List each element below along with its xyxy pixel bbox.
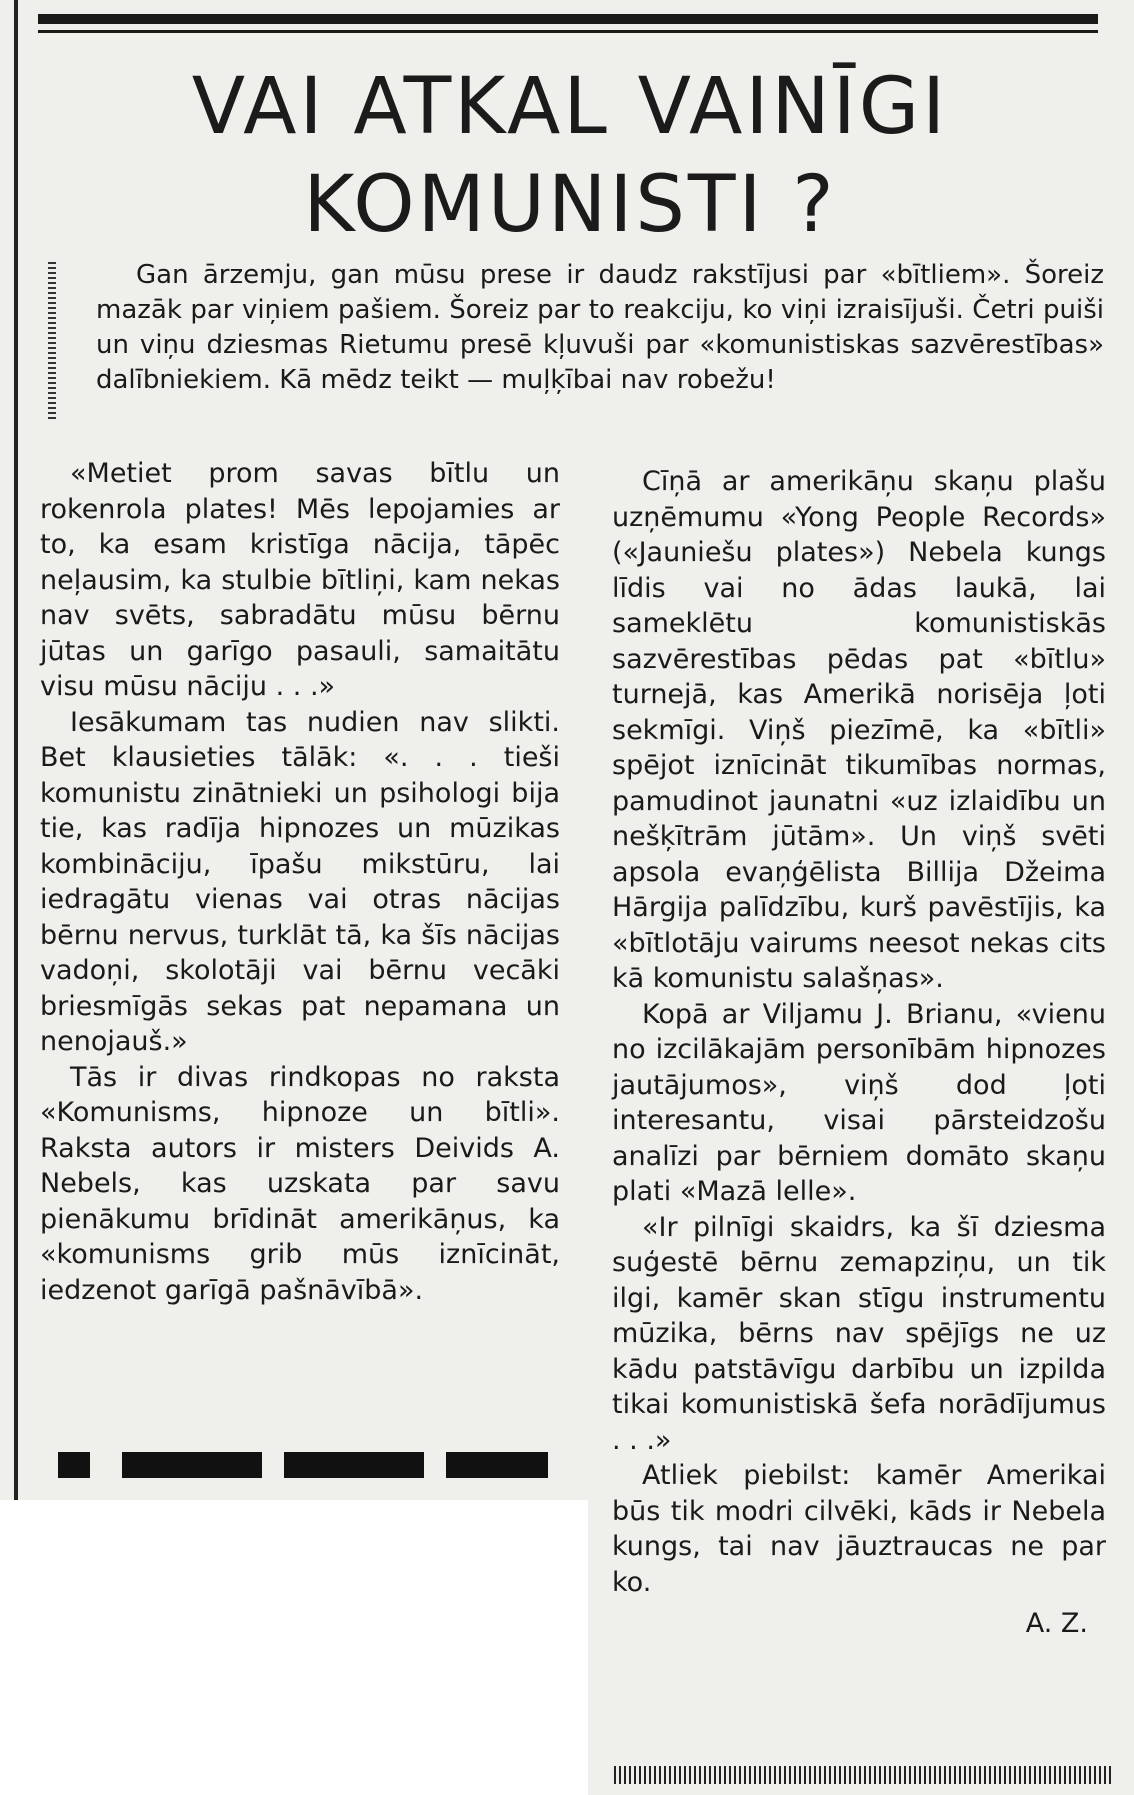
article-headline (40, 58, 1100, 254)
top-rule-thin (38, 30, 1098, 33)
headline-line-1: VAI ATKAL VAINĪGI (191, 62, 949, 152)
paragraph: Iesākumam tas nudien nav slikti. Bet klausieties tālāk: «. . . tieši komunistu zinātnieki un psihologi bija tie, kas radīja hipnozes un mūzikas kombināciju, īpašu mikstūru, lai iedragātu vienas vai otras nācijas bērnu nervus, turklāt tā, ka šīs nācijas vadoņi, skolotāji vai bērnu vecāki briesmīgās sekas pat nepamana un nenojauš.» (40, 706, 560, 1057)
paragraph: Tās ir divas rindkopas no raksta «Komunisms, hipnoze un bītli». Raksta autors ir misters Deivids A. Nebels, kas uzskata par savu pienākumu brīdināt amerikāņus, ka «komunisms grib mūs iznīcināt, iedzenot garīgā pašnāvībā». (40, 1061, 560, 1306)
paragraph: «Ir pilnīgi skaidrs, ka šī dziesma suģestē bērnu zemapziņu, un tik ilgi, kamēr skan stīgu instrumentu mūzika, bērns nav spējīgs ne uz kādu patstāvīgu darbību un izpilda tikai komunistiskā šefa norādījumus . . .» (612, 1211, 1106, 1456)
paragraph: «Metiet prom savas bītlu un rokenrola plates! Mēs lepojamies ar to, ka esam kristīga nācija, tāpēc neļausim, ka stulbie bītliņi, kam nekas nav svēts, sabradātu mūsu bērnu jūtas un garīgo pasauli, samaitātu visu mūsu nāciju . . .» (40, 458, 560, 702)
left-border-rule (14, 0, 18, 1500)
section-end-bar (446, 1452, 548, 1478)
lead-marker-ornament (48, 262, 56, 420)
article-lead: Gan ārzemju, gan mūsu prese ir daudz rakstījusi par «bītliem». Šoreiz mazāk par viņiem pašiem. Šoreiz par to reakciju, ko viņi izraisījuši. Četri puiši un viņu dziesmas Rietumu presē kļuvuši par «komunistiskas sazvērestības» dalībniekiem. Kā mēdz teikt — muļķībai nav robežu! (96, 260, 1104, 395)
left-column (40, 456, 560, 1308)
paragraph: Cīņā ar amerikāņu skaņu plašu uzņēmumu «Yong People Records» («Jauniešu plates») Nebela kungs līdis vai no ādas laukā, lai sameklētu komunistiskās sazvērestības pēdas pat «bītlu» turnejā, kas Amerikā norisēja ļoti sekmīgi. Viņš piezīmē, ka «bītli» spējot iznīcināt tikumības normas, pamudinot jaunatni «uz izlaidību un nešķītrām jūtām». Un viņš svēti apsola evaņģēlista Billija Džeima Hārgija palīdzību, kurš pavēstījis, ka «bītlotāju vairums neesot nekas cits kā komunistu salašņas». (612, 466, 1106, 994)
section-end-bar (58, 1452, 90, 1478)
section-end-bar (284, 1452, 424, 1478)
paragraph: Kopā ar Viljamu J. Brianu, «vienu no izcilākajām personībām hipnozes jautājumos», viņš dod ļoti interesantu, visai pārsteidzošu analīzi par bērniem domāto skaņu plati «Mazā lelle». (612, 998, 1106, 1207)
bottom-dotted-rule (614, 1766, 1114, 1784)
right-column (612, 464, 1106, 1642)
section-end-bar (122, 1452, 262, 1478)
top-rule-thick (38, 14, 1098, 24)
headline-line-2: KOMUNISTI ? (303, 160, 837, 250)
paragraph: Atliek piebilst: kamēr Amerikai būs tik modri cilvēki, kāds ir Nebela kungs, tai nav jāuztraucas ne par ko. (612, 1460, 1106, 1598)
author-signature: A. Z. (1025, 1608, 1088, 1639)
